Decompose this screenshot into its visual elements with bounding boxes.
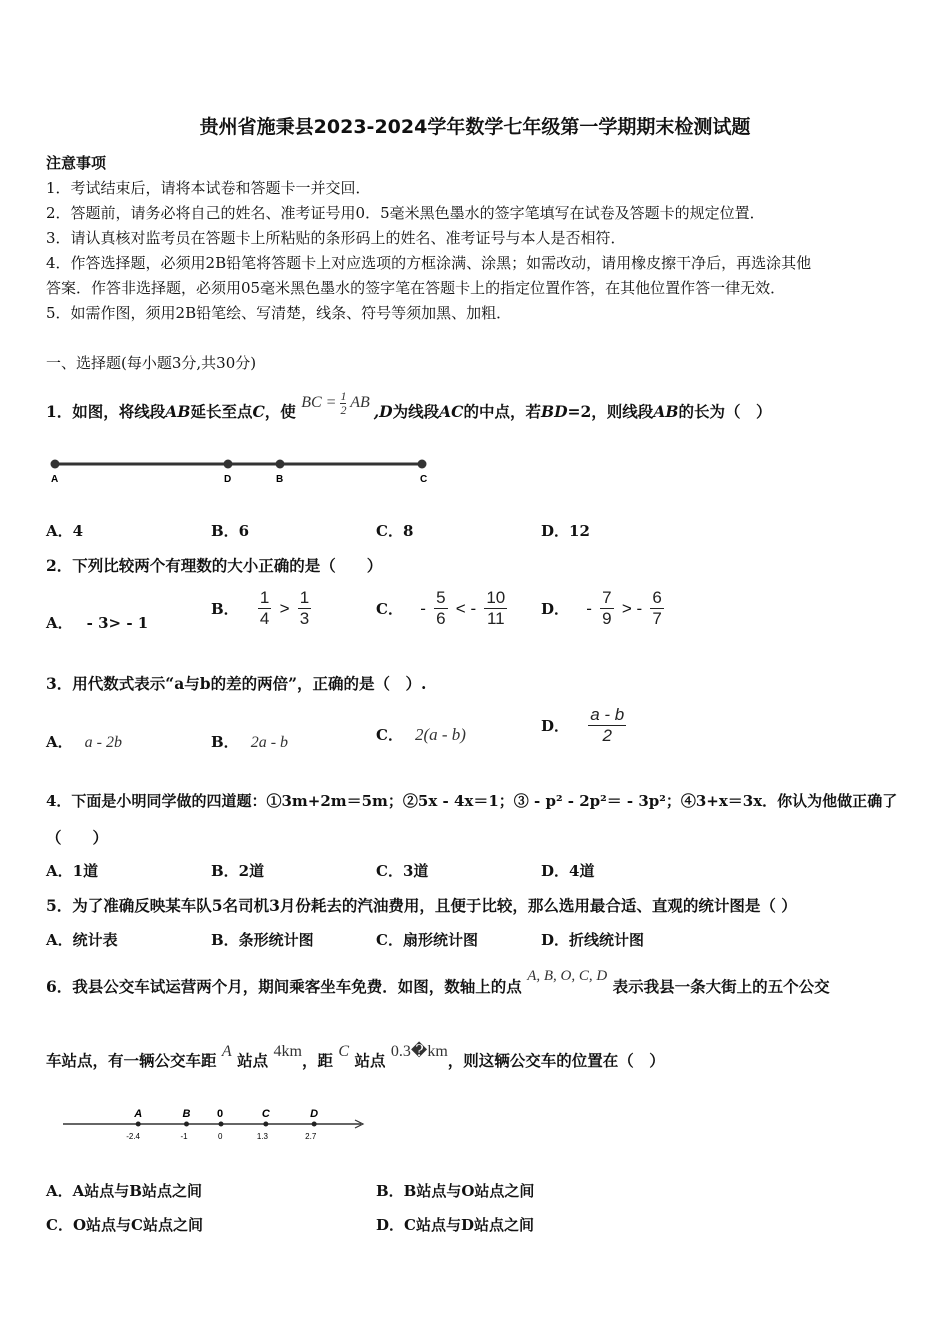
q3-option-b[interactable]: B． 2a - b <box>211 733 289 751</box>
q6-number-line <box>55 1100 375 1148</box>
q4-option-a[interactable]: A．1道 <box>46 862 99 880</box>
q1-segment-figure <box>40 452 440 488</box>
point-b <box>276 460 285 469</box>
question-1: 1．如图，将线段AB延长至点C，使 BC = $\frac{1}{2}$ AB ,D为线段AC的中点，若BD=2，则线段AB的长为（ ） <box>46 389 772 422</box>
axis-point-1 <box>184 1122 189 1127</box>
axis-point-value: -2.4 <box>126 1132 140 1141</box>
label-b: B <box>276 474 284 485</box>
note-item: 3．请认真核对监考员在答题卡上所粘贴的条形码上的姓名、准考证号与本人是否相符． <box>46 229 626 247</box>
page-title: 贵州省施秉县2023-2024学年数学七年级第一学期期末检测试题 <box>199 116 751 138</box>
q6-option-d[interactable]: D．C站点与D站点之间 <box>376 1216 534 1234</box>
label-a: A <box>51 474 59 485</box>
q1-option-b[interactable]: B．6 <box>211 522 250 540</box>
note-item: 4．作答选择题，必须用2B铅笔将答题卡上对应选项的方框涂满、涂黑；如需改动，请用橡皮擦干净后，再选涂其他 <box>46 254 812 272</box>
q5-option-a[interactable]: A．统计表 <box>46 931 118 949</box>
q3-option-c[interactable]: C． 2(a - b) <box>376 725 466 744</box>
question-4: 4．下面是小明同学做的四道题：①3m+2m＝5m；②5x - 4x＝1；③ - p² - 2p²＝ - 3p²；④3+x＝3x．你认为他做正确了 <box>46 792 898 810</box>
note-item: 2．答题前，请务必将自己的姓名、准考证号用0．5毫米黑色墨水的签字笔填写在试卷及答题卡的规定位置． <box>46 204 765 222</box>
axis-point-0 <box>136 1122 141 1127</box>
axis-point-4 <box>312 1122 317 1127</box>
q2-option-c[interactable]: C． - $\frac{5}{6}$ < - $\frac{10}{11}$ <box>376 588 506 628</box>
axis-point-name: 0 <box>217 1108 224 1120</box>
point-d <box>224 460 233 469</box>
bc-formula: BC = $\frac{1}{2}$ AB <box>301 389 370 417</box>
q2-option-b[interactable]: B． $\frac{1}{4}$ > $\frac{1}{3}$ <box>211 588 310 628</box>
q4-option-b[interactable]: B．2道 <box>211 862 265 880</box>
q6-option-b[interactable]: B．B站点与O站点之间 <box>376 1182 535 1200</box>
note-item: 5．如需作图，须用2B铅笔绘、写清楚，线条、符号等须加黑、加粗． <box>46 304 512 322</box>
q6-option-c[interactable]: C．O站点与C站点之间 <box>46 1216 203 1234</box>
axis-point-2 <box>219 1122 224 1127</box>
point-a <box>51 460 60 469</box>
note-item: 1．考试结束后，请将本试卷和答题卡一并交回． <box>46 179 371 197</box>
label-c: C <box>420 474 428 485</box>
q1-option-a[interactable]: A．4 <box>46 522 84 540</box>
q3-option-a[interactable]: A． a - 2b <box>46 733 122 751</box>
section-heading: 一、选择题(每小题3分,共30分) <box>46 354 257 372</box>
point-c <box>418 460 427 469</box>
q1-option-d[interactable]: D．12 <box>541 522 590 540</box>
note-item: 答案．作答非选择题，必须用05毫米黑色墨水的签字笔在答题卡上的指定位置作答，在其他位置作答一律无效． <box>46 279 786 297</box>
q5-option-d[interactable]: D．折线统计图 <box>541 931 645 949</box>
question-6-line2: 车站点，有一辆公交车距 A 站点 4km，距 C 站点 0.3�km，则这辆公交车的位置在（ ） <box>46 1043 665 1070</box>
q4-option-d[interactable]: D．4道 <box>541 862 595 880</box>
axis-point-value: 1.3 <box>256 1132 268 1141</box>
axis-point-name: D <box>310 1108 319 1120</box>
axis-point-name: A <box>134 1108 143 1120</box>
axis-point-name: C <box>261 1108 270 1120</box>
question-6: 6．我县公交车试运营两个月，期间乘客坐车免费．如图，数轴上的点 A, B, O, C, D 表示我县一条大街上的五个公交 <box>46 968 830 996</box>
q6-option-a[interactable]: A．A站点与B站点之间 <box>46 1182 202 1200</box>
axis-point-3 <box>263 1122 268 1127</box>
axis-point-value: -1 <box>180 1132 188 1141</box>
q3-option-d[interactable]: D． $\frac{a - b}{2}$ <box>541 705 625 745</box>
label-d: D <box>224 474 232 485</box>
q5-option-b[interactable]: B．条形统计图 <box>211 931 314 949</box>
q2-option-a[interactable]: A． - 3> - 1 <box>46 614 149 632</box>
notes-heading: 注意事项 <box>46 154 107 172</box>
q2-option-d[interactable]: D． - $\frac{7}{9}$ > - $\frac{6}{7}$ <box>541 588 662 628</box>
question-5: 5．为了准确反映某车队5名司机3月份耗去的汽油费用，且便于比较，那么选用最合适、直观的统计图是（ ） <box>46 896 797 915</box>
axis-point-value: 0 <box>218 1132 223 1141</box>
question-2: 2．下列比较两个有理数的大小正确的是（ ） <box>46 556 383 575</box>
q1-option-c[interactable]: C．8 <box>376 522 414 540</box>
question-3: 3．用代数式表示“a与b的差的两倍”，正确的是（ ）. <box>46 674 427 693</box>
question-4-blank: （ ） <box>46 828 109 847</box>
q4-option-c[interactable]: C．3道 <box>376 862 429 880</box>
q5-option-c[interactable]: C．扇形统计图 <box>376 931 478 949</box>
axis-point-value: 2.7 <box>305 1132 317 1141</box>
axis-point-name: B <box>182 1108 191 1120</box>
